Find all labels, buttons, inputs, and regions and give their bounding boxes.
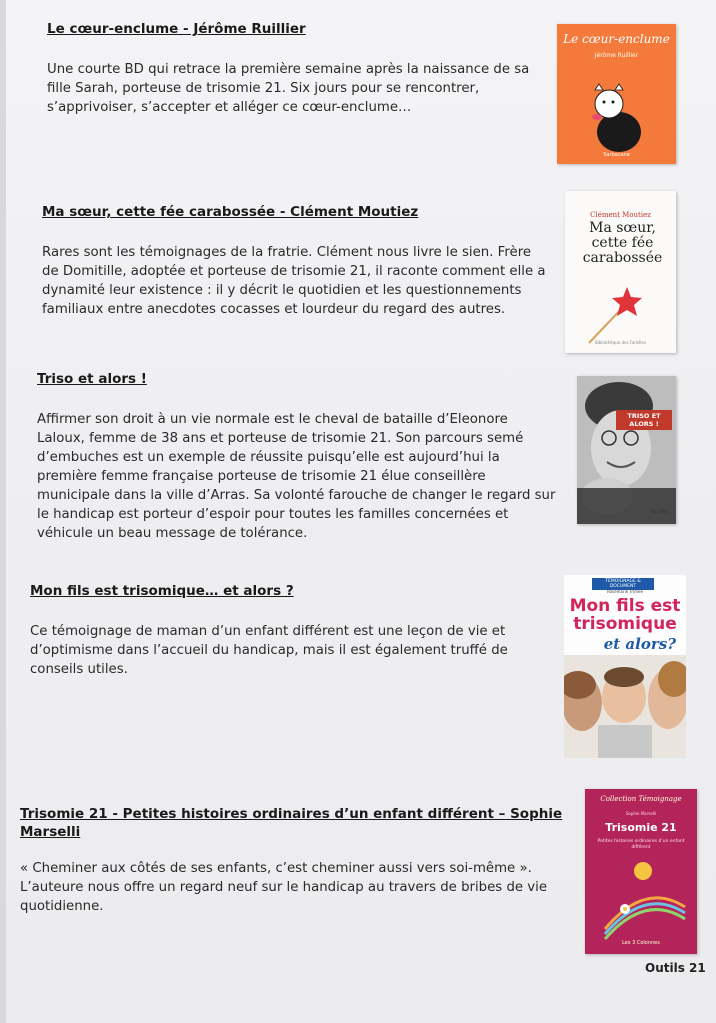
- cover-publisher: Bibliothèque des Familles: [595, 340, 646, 345]
- book-cover-coeur-enclume: [557, 24, 676, 164]
- sun-rainbow-icon: [585, 789, 697, 954]
- cover-title: TRISO ET ALORS !: [616, 410, 672, 430]
- cover-portrait: [577, 376, 676, 524]
- cover-title: Mon fils est trisomique: [569, 596, 681, 634]
- wand-star-icon: [565, 191, 676, 353]
- book-entry-mon-fils: [30, 582, 535, 679]
- book-entry-triso-et-alors: [37, 370, 557, 543]
- cover-author: Rosemarie Trimeé: [607, 589, 643, 594]
- cover-publisher: Les 3 Colonnes: [622, 940, 660, 946]
- cover-author: Clément Moutiez: [590, 211, 651, 219]
- book-entry-trisomie-21: [20, 805, 565, 916]
- book-entry-coeur-enclume: [47, 20, 542, 117]
- cover-author: Sophie Marselli: [625, 811, 657, 816]
- cover-title: Ma sœur, cette fée carabossée: [582, 220, 663, 266]
- book-title: Mon fils est trisomique… et alors ?: [30, 583, 294, 599]
- book-description: Rares sont les témoignages de la fratrie. Clément nous livre le sien. Frère de Domitille, adoptée et porteuse de trisomie 21, il raconte comment elle a dynamité leur existence : il y décrit le quotidien et les questionnements familiaux entre anecdotes cocasses et lourdeur du regard des autres.: [42, 245, 546, 317]
- cover-title: Trisomie 21: [605, 821, 677, 834]
- book-cover-mon-fils: [564, 575, 686, 758]
- cover-band: TÉMOIGNAGE & DOCUMENT: [592, 578, 654, 590]
- book-cover-triso-et-alors: [577, 376, 676, 524]
- book-entry-ma-soeur: [42, 203, 547, 319]
- cover-author: Jérôme Ruillier: [594, 52, 639, 59]
- cover-collection: Collection Témoignage: [600, 795, 682, 803]
- cover-subtitle: Petites histoires ordinaires d’un enfant différent: [597, 839, 685, 850]
- book-title: Le cœur-enclume - Jérôme Ruillier: [47, 21, 306, 37]
- cover-illustration: [557, 24, 676, 164]
- book-title: Trisomie 21 - Petites histoires ordinaires d’un enfant différent – Sophie Marselli: [20, 806, 563, 840]
- book-description: « Cheminer aux côtés de ses enfants, c’est cheminer aussi vers soi-même ». L’auteure nous offre un regard neuf sur le handicap au travers de bribes de vie quotidienne.: [20, 861, 548, 914]
- book-cover-ma-soeur: [565, 191, 676, 353]
- footer-label: Outils 21: [645, 961, 706, 975]
- book-description: Ce témoignage de maman d’un enfant différent est une leçon de vie et d’optimisme dans l’accueil du handicap, mais il est également truffé de conseils utiles.: [30, 624, 508, 677]
- cover-photo: [564, 575, 686, 758]
- book-description: Une courte BD qui retrace la première semaine après la naissance de sa fille Sarah, porteuse de trisomie 21. Six jours pour se rencontrer, s’apprivoiser, s’accepter et alléger ce cœur-enclume…: [47, 62, 530, 115]
- cover-subtitle: et alors?: [603, 635, 676, 653]
- book-title: Ma sœur, cette fée carabossée - Clément Moutiez: [42, 204, 419, 220]
- book-cover-trisomie-21: [585, 789, 697, 954]
- page-edge: [0, 0, 6, 1023]
- cover-title: Le cœur-enclume: [563, 32, 670, 46]
- book-description: Affirmer son droit à un vie normale est le cheval de bataille d’Eleonore Laloux, femme de 38 ans et porteuse de trisomie 21. Son parcours semé d’embuches est un exemple de réussite puisqu’elle est aujourd’hui la première femme française porteuse de trisomie 21 élue conseillère municipale dans la ville d’Arras. Sa volonté farouche de changer le regard sur le handicap est porteur d’espoir pour toutes les familles concernées et véhicule un beau message de tolérance.: [37, 412, 556, 541]
- cover-publisher: Max Milo: [650, 509, 668, 514]
- book-title: Triso et alors !: [37, 371, 147, 387]
- cover-publisher: Sarbacane: [603, 152, 630, 158]
